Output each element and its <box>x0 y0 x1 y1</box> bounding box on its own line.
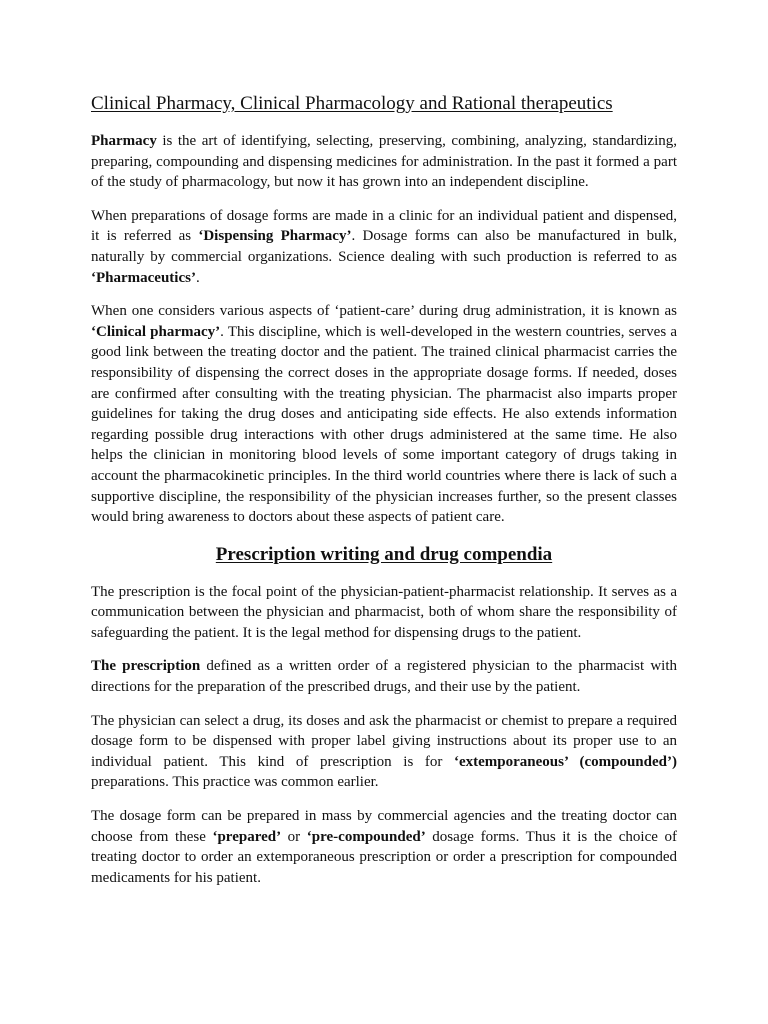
paragraph-text: The prescription is the focal point of the physician-patient-pharmacist relationship. It serves as a communication between the physician and pharmacist, both of whom share the responsibility of safeguarding the patient. It is the legal method for dispensing drugs to the patient. <box>91 583 677 641</box>
paragraph-text: The dosage form can be prepared in mass by commercial agencies and the treating doctor can choose from these <box>91 808 677 845</box>
paragraph-text: dosage forms. Thus it is the choice of treating doctor to order an extemporaneous prescription or order a prescription for compounded medicaments for his patient. <box>91 828 677 886</box>
term-prepared: ‘prepared’ <box>212 828 282 845</box>
paragraph-text: . This discipline, which is well-developed in the western countries, serves a good link between the treating doctor and the patient. The trained clinical pharmacist carries the responsibility of dispensing the correct doses in the appropriate dosage forms. If needed, doses are confirmed after consulting with the treating physician. The pharmacist also imparts proper guidelines for taking the drug doses and anticipating side effects. He also extends information regarding possible drug interactions with other drugs administered at the same time. He also helps the clinician in monitoring blood levels of some important category of drugs taking in account the pharmacokinetic principles. In the third world countries where there is lack of such a supportive discipline, the responsibility of the physician increases further, so the present classes would bring awareness to doctors about these aspects of patient care. <box>91 323 677 526</box>
paragraph-text: . Dosage forms can also be manufactured in bulk, naturally by commercial organizations. Science dealing with such production is referred to as <box>91 228 677 265</box>
paragraph-text: . <box>195 269 200 286</box>
term-pharmacy: Pharmacy <box>91 133 157 149</box>
paragraph-extemporaneous <box>91 711 677 793</box>
paragraph-text: preparations. This practice was common earlier. <box>91 774 379 791</box>
paragraph-text: defined as a written order of a registered physician to the pharmacist with directions for the preparation of the prescribed drugs, and their use by the patient. <box>91 658 677 696</box>
paragraph-text: When one considers various aspects of ‘patient-care’ during drug administration, it is known as <box>91 303 677 320</box>
paragraph-clinical-pharmacy <box>91 301 677 528</box>
paragraph-pre-compounded <box>91 806 677 888</box>
term-clinical-pharmacy: ‘Clinical pharmacy’ <box>91 323 221 340</box>
document-title: Clinical Pharmacy, Clinical Pharmacology and Rational therapeutics <box>91 93 613 114</box>
paragraph-pharmacy-definition <box>91 131 677 193</box>
section-heading: Prescription writing and drug compendia <box>215 543 553 565</box>
paragraph-text: or <box>281 828 307 845</box>
paragraph-text: The physician can select a drug, its doses and ask the pharmacist or chemist to prepare a required dosage form to be dispensed with proper label giving instructions about its proper use to an individual patient. This kind of prescription is for <box>91 712 677 770</box>
term-the-prescription: The prescription <box>91 658 201 675</box>
paragraph-text: is the art of identifying, selecting, preserving, combining, analyzing, standardizing, preparing, compounding and dispensing medicines for administration. In the past it formed a part of the study of pharmacology, but now it has grown into an independent discipline. <box>91 133 677 191</box>
paragraph-prescription-focal-point <box>91 582 677 644</box>
term-pharmaceutics: ‘Pharmaceutics’ <box>91 269 196 286</box>
paragraph-prescription-definition <box>91 656 677 697</box>
term-dispensing-pharmacy: ‘Dispensing Pharmacy’ <box>198 228 352 245</box>
paragraph-text: When preparations of dosage forms are made in a clinic for an individual patient and dispensed, it is referred as <box>91 207 677 245</box>
paragraph-dispensing-pharmacy <box>91 206 677 288</box>
term-extemporaneous: ‘extemporaneous’ (compounded’) <box>454 753 677 770</box>
term-pre-compounded: ‘pre-compounded’ <box>306 828 426 845</box>
document-page <box>91 90 677 901</box>
